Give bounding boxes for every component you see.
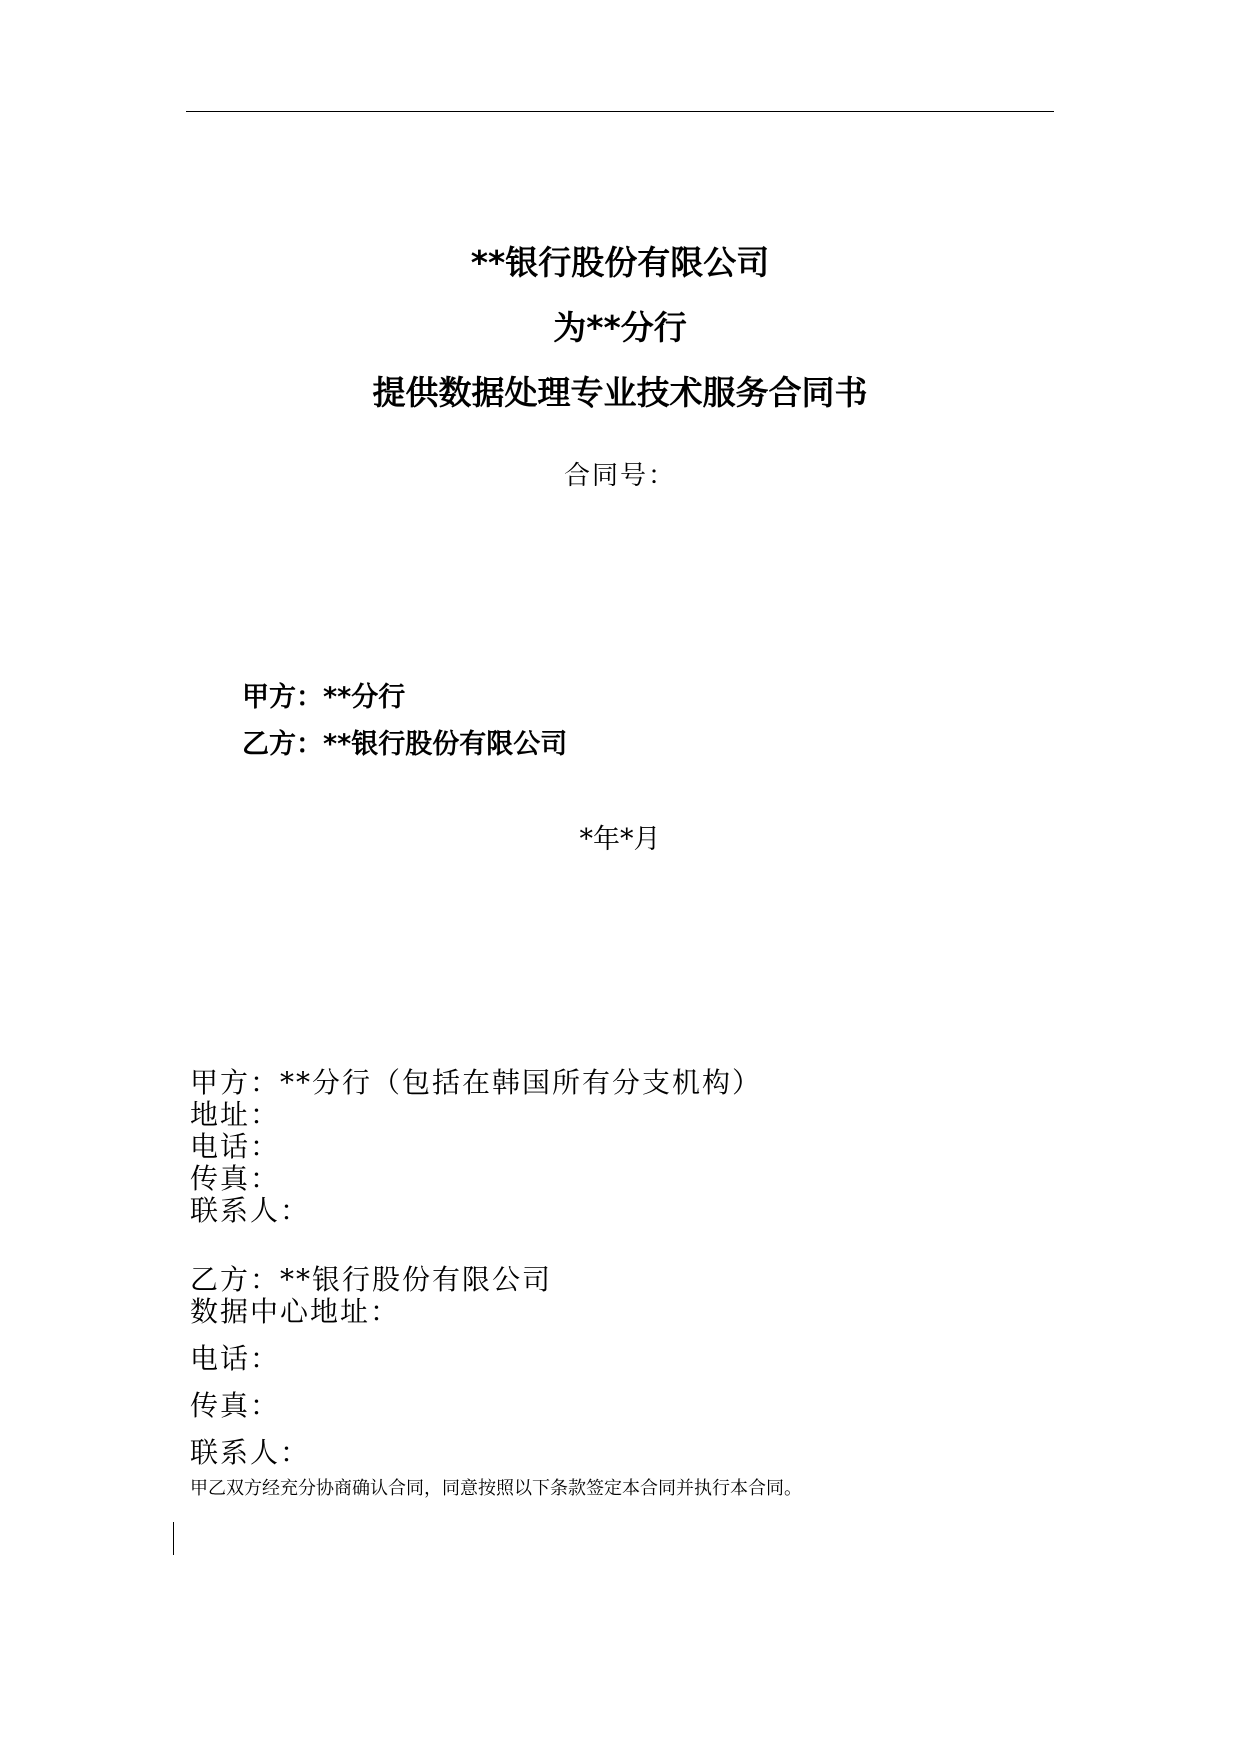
party-a-phone: 电话： xyxy=(190,1130,281,1163)
party-b-fax: 传真： xyxy=(190,1389,281,1422)
party-a-address: 地址： xyxy=(190,1098,281,1131)
contract-number-label: 合同号： xyxy=(563,461,676,491)
party-b-address: 数据中心地址： xyxy=(190,1295,401,1328)
party-b-name: 乙方：**银行股份有限公司 xyxy=(190,1263,553,1296)
title-line-2: 为**分行 xyxy=(553,308,687,347)
party-a-contact: 联系人： xyxy=(190,1194,311,1227)
cover-party-b: 乙方：**银行股份有限公司 xyxy=(242,729,568,760)
party-a-fax: 传真： xyxy=(190,1162,281,1195)
title-line-3: 提供数据处理专业技术服务合同书 xyxy=(372,373,868,412)
cover-party-a: 甲方：**分行 xyxy=(242,682,406,713)
text-cursor[interactable] xyxy=(173,1522,174,1555)
title-line-1: **银行股份有限公司 xyxy=(470,243,770,282)
party-b-phone: 电话： xyxy=(190,1342,281,1375)
party-b-contact: 联系人： xyxy=(190,1436,311,1469)
header-rule xyxy=(186,111,1054,112)
agreement-note: 甲乙双方经充分协商确认合同，同意按照以下条款签定本合同并执行本合同。 xyxy=(190,1478,802,1499)
cover-date: *年*月 xyxy=(579,824,661,855)
party-a-name: 甲方：**分行（包括在韩国所有分支机构） xyxy=(190,1066,763,1099)
